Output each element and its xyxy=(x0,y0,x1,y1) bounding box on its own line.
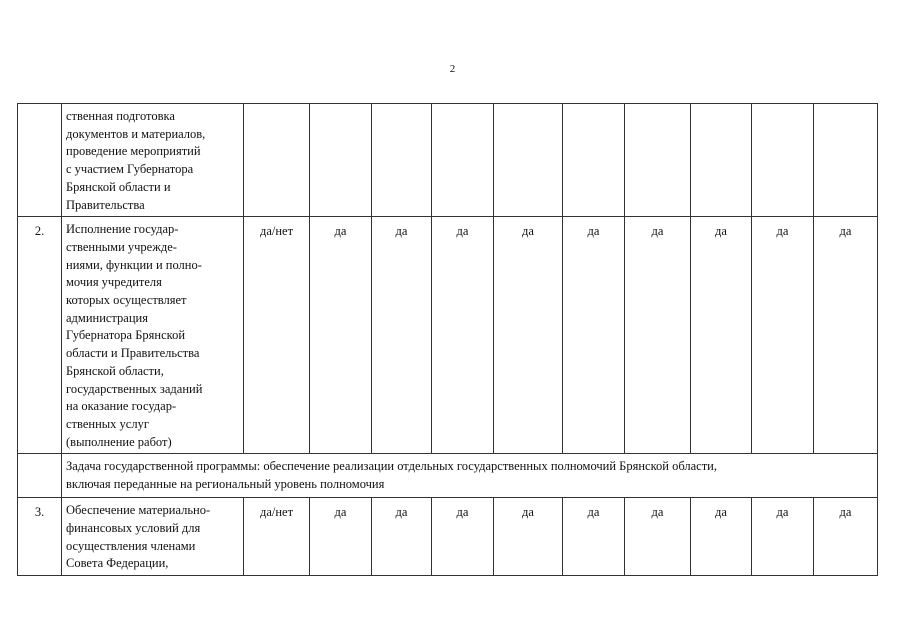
value-cell: да xyxy=(310,217,372,454)
value-cell: да xyxy=(494,217,563,454)
indicator-name-line: с участием Губернатора xyxy=(66,162,194,177)
indicator-name-line: государственных заданий xyxy=(66,381,203,396)
value-cell: да xyxy=(625,217,691,454)
row-number-cell: 3. xyxy=(18,498,62,576)
indicator-name-line: которых осуществляет xyxy=(66,293,187,308)
row-number-cell xyxy=(18,104,62,217)
indicator-name-line: мочия учредителя xyxy=(66,275,162,290)
indicator-name-line: Брянской области, xyxy=(66,363,164,378)
value-cell xyxy=(563,104,625,217)
indicator-name-line: Губернатора Брянской xyxy=(66,328,186,343)
program-indicators-table xyxy=(17,103,878,576)
indicator-name-line: Обеспечение материально- xyxy=(66,503,211,518)
value-cell: да xyxy=(814,498,878,576)
value-cell xyxy=(494,104,563,217)
indicator-name-line: Правительства xyxy=(66,197,145,212)
indicator-name-line: области и Правительства xyxy=(66,346,200,361)
row-number-cell: 2. xyxy=(18,217,62,454)
indicator-name-line: ственными учрежде- xyxy=(66,239,177,254)
indicator-name-cell xyxy=(62,498,244,576)
value-cell: да xyxy=(432,498,494,576)
indicator-name-line: финансовых условий для xyxy=(66,521,201,536)
task-number-cell xyxy=(18,454,62,498)
value-cell: да xyxy=(752,498,814,576)
value-cell xyxy=(814,104,878,217)
value-cell: да xyxy=(814,217,878,454)
value-cell: да xyxy=(494,498,563,576)
indicator-name-cell xyxy=(62,217,244,454)
unit-cell: да/нет xyxy=(244,217,310,454)
indicator-name-line: ниями, функции и полно- xyxy=(66,257,202,272)
value-cell: да xyxy=(752,217,814,454)
indicator-name-line: Совета Федерации, xyxy=(66,556,169,571)
task-text-line: Задача государственной программы: обеспечение реализации отдельных государственных полномочий Брянской области, xyxy=(66,459,717,474)
indicator-name-line: ственная подготовка xyxy=(66,109,175,123)
indicator-name-line: Брянской области и xyxy=(66,179,171,194)
table-row xyxy=(18,104,878,217)
value-cell: да xyxy=(625,498,691,576)
value-cell: да xyxy=(432,217,494,454)
value-cell: да xyxy=(372,498,432,576)
indicator-name-line: на оказание государ- xyxy=(66,399,177,414)
indicator-name-line: документов и материалов, xyxy=(66,126,206,141)
value-cell: да xyxy=(691,498,752,576)
task-description-cell xyxy=(62,454,878,498)
table-row xyxy=(18,217,878,454)
unit-cell xyxy=(244,104,310,217)
value-cell: да xyxy=(691,217,752,454)
indicator-name-line: ственных услуг xyxy=(66,416,149,431)
indicator-name-cell xyxy=(62,104,244,217)
indicator-name-line: (выполнение работ) xyxy=(66,434,172,449)
unit-cell: да/нет xyxy=(244,498,310,576)
value-cell: да xyxy=(563,498,625,576)
task-row xyxy=(18,454,878,498)
indicator-name-line: Исполнение государ- xyxy=(66,222,179,237)
task-text-line: включая переданные на региональный уровень полномочия xyxy=(66,477,385,492)
value-cell: да xyxy=(310,498,372,576)
value-cell xyxy=(432,104,494,217)
value-cell xyxy=(691,104,752,217)
value-cell: да xyxy=(563,217,625,454)
indicator-name-line: проведение мероприятий xyxy=(66,144,201,159)
value-cell xyxy=(752,104,814,217)
value-cell xyxy=(625,104,691,217)
value-cell: да xyxy=(372,217,432,454)
indicator-name-line: администрация xyxy=(66,310,148,325)
value-cell xyxy=(372,104,432,217)
table-row xyxy=(18,498,878,576)
indicator-name-line: осуществления членами xyxy=(66,538,196,553)
value-cell xyxy=(310,104,372,217)
page-number: 2 xyxy=(449,63,456,75)
